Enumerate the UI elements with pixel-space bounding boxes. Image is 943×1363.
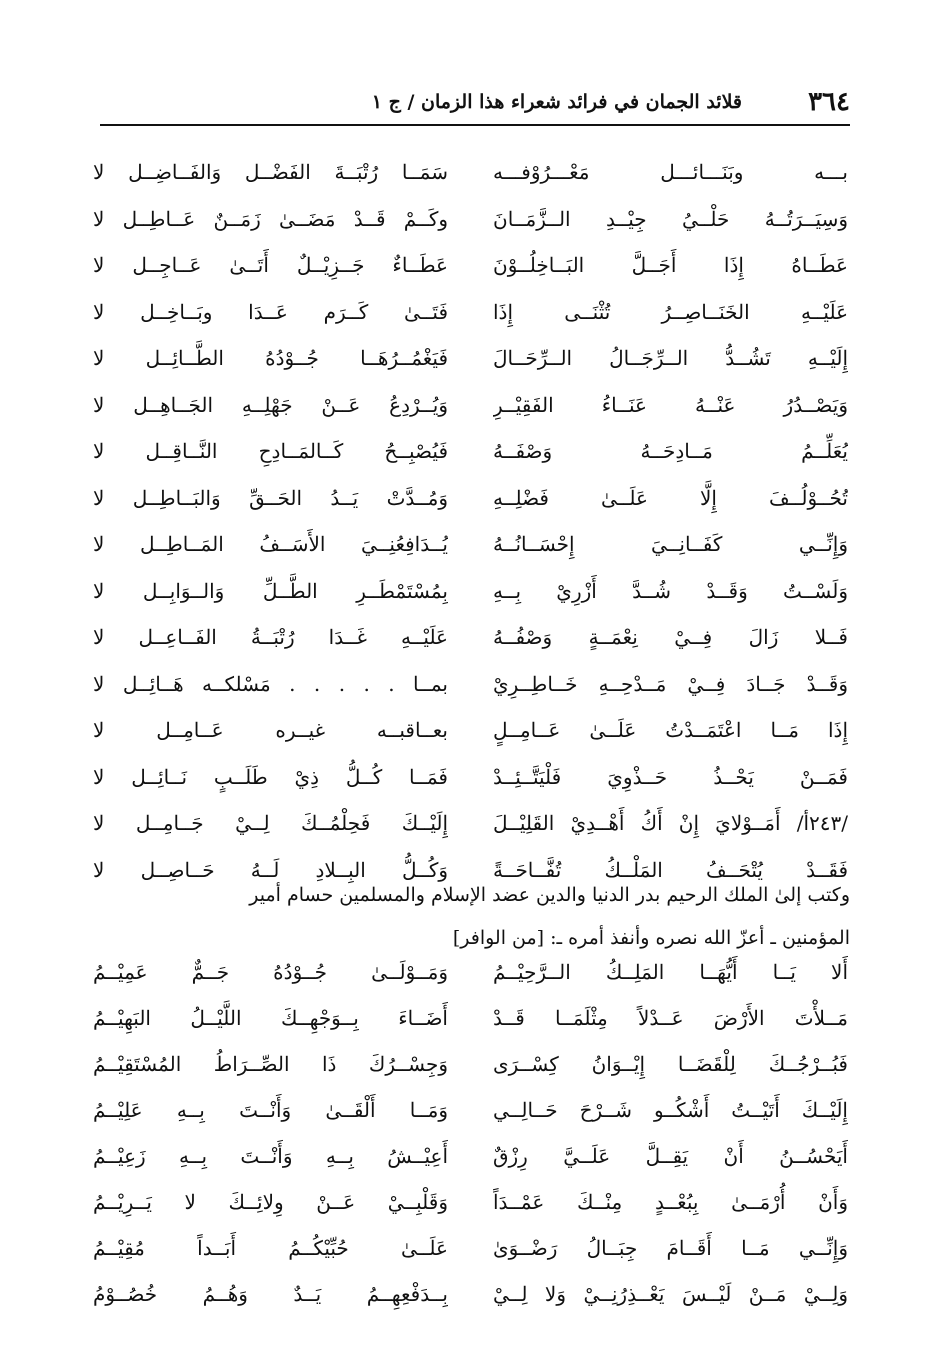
first-hemistich: مَــلأْتَ الأَرْضَ عَــدْلاً مِثْلَمَــا قَــدْ: [493, 1006, 848, 1030]
verse: [0, 524, 943, 571]
prose-line: المؤمنين ـ أعزّ الله نصره وأنفذ أمره ـ: [من الوافر]: [452, 927, 850, 949]
second-hemistich: بِمُسْتَمْطَــرِ الطَّــلِّ وَالــوَابِــل لا: [93, 578, 448, 603]
verse: [0, 617, 943, 664]
first-hemistich: وَيَصْــدُرُ عَنْــهُ عَنَــاءُ الفَقِيْــرِ: [493, 392, 848, 417]
second-hemistich: فَيُصْبِــحُ كَــالمَــادِحِ النَّــاقِــل لا: [93, 439, 448, 463]
first-hemistich: إِلَيْــهِ تَشُــدُّ الــرِّجَــالُ الــرِّحَــالَ: [493, 346, 848, 370]
verse: [0, 152, 943, 199]
verse: [0, 571, 943, 618]
second-hemistich: إِلَيْــكَ فَحِلْمُــكَ لِــيْ جَــامِــل لا: [93, 811, 448, 835]
second-hemistich: فَتَــىٰ كَــرَم عَــدَا وبَــاخِــل لا: [93, 299, 448, 324]
page-number: ٣٦٤: [808, 87, 850, 117]
first-hemistich: عَطَــاهُ إِذَا أَجَــلَّ البَــاخِلُــوْنَ: [493, 253, 848, 277]
prose-introduction: [95, 874, 850, 960]
first-hemistich: وَإِنِّــي كَفَــانِــيَ إِحْسَــانُــهُ: [493, 532, 848, 556]
second-hemistich: يُــدَافِعُنِــيَ الأَسَــفُ المَــاطِــل لا: [93, 532, 448, 556]
header-rule: [100, 124, 850, 126]
first-hemistich: فَمَــنْ يَحْــذُ حَــذْوِيَ فَلْيَتَّــئِــدْ: [493, 764, 848, 789]
first-hemistich: فَــلا زَالَ فِــيْ نِعْمَــةٍ وَصْفُــهُ: [493, 625, 848, 649]
running-title: قلائد الجمان في فرائد شعراء هذا الزمان / ج ١: [371, 91, 742, 113]
verse: [0, 1136, 943, 1182]
first-hemistich: وَإِنِّــي مَــا أَقَــامَ جِبَــالُ رَضْــوَىٰ: [493, 1236, 848, 1260]
first-hemistich: وَقَــدْ جَــادَ فِــيْ مَــدْحِــهِ خَــاطِــرِيْ: [493, 671, 848, 696]
first-hemistich: أَيَحْسُــنُ أَنْ يَقِــلَّ عَلَــيَّ رِزْقٌ: [493, 1144, 848, 1168]
second-hemistich: وَيُــرْدِعُ عَــنْ جَهْلِــهِ الجَــاهِــل لا: [93, 392, 448, 417]
verse: [0, 1228, 943, 1274]
verse: [0, 338, 943, 385]
second-hemistich: أَعِيْــشُ بِــهِ وَأَنْــتَ بِــهِ زَعِيْــمُ: [93, 1144, 448, 1168]
first-hemistich: تُحُــوْلُــفَ إِلَّا عَلَــىٰ فَضْلِــهِ: [493, 485, 848, 510]
verse: [0, 385, 943, 432]
first-hemistich: فَقَــدْ يُتْحَــفُ المَلْــكُ تُفَّــاحَــةً: [493, 857, 848, 882]
verse: [0, 1044, 943, 1090]
second-hemistich: عَلَــىٰ حُبِّيْكُــمُ أَبَــداً مُقِيْــمُ: [93, 1236, 448, 1260]
verse: [0, 431, 943, 478]
verse: [0, 292, 943, 339]
verse: [0, 199, 943, 246]
verse: [0, 803, 943, 850]
first-hemistich: إِلَيْــكَ أَتَيْــتُ أَشْكُــو شَــرْحَ حَــالِــي: [493, 1098, 848, 1122]
second-hemistich: وَمَــوْلَــىٰ جُــوْدُهُ جَــمٌّ عَمِيْــمُ: [93, 960, 448, 984]
first-hemistich: أَلا يَــا أَيُّهَــا المَلِــكُ الــرَّحِيْــمُ: [493, 960, 848, 984]
verse: [0, 245, 943, 292]
second-hemistich: بعــاقبــه غيــره عَــامِــل لا: [93, 718, 448, 742]
poem-wafir: [0, 952, 943, 1320]
first-hemistich: وَلِــيْ مَــنْ لَيْــسَ يَعْــذِرُنِــيْ وَلا لِــيْ: [493, 1282, 848, 1306]
poem-mutaqarib: [0, 152, 943, 896]
first-hemistich: وَأَنْ أُرْمَــىٰ بِبُعْــدٍ مِنْــكَ عَمْــدَاً: [493, 1190, 848, 1214]
second-hemistich: عَطَــاءٌ جَــزِيْــلٌ أَتَــىٰ عَــاجِــل لا: [93, 253, 448, 277]
first-hemistich: يُعَلِّــمُ مَــادِحَــهُ وَصْفَــهُ: [493, 439, 848, 463]
page-header: [100, 84, 850, 120]
verse: [0, 1090, 943, 1136]
second-hemistich: وَكُــلُّ البِــلادِ لَــهُ حَــاصِــل لا: [93, 857, 448, 882]
second-hemistich: فَيَغْمُــرُهَــا جُــوْدُهُ الطَّــائِــل لا: [93, 346, 448, 370]
verse: [0, 710, 943, 757]
first-hemistich: بـــه وبَنَـــائـــل مَعْـــرُوْفـــه: [493, 160, 848, 184]
first-hemistich: وَلَسْــتُ وَقَــدْ شُــدَّ أَزْرِيْ بِــهِ: [493, 578, 848, 603]
second-hemistich: عَلَيْــهِ غَــدَا رُتْبَــةُ الفَــاعِــل لا: [93, 625, 448, 649]
second-hemistich: سَمَــا رُتْبَــةَ الفَضْــل وَالفَــاضِــل لا: [93, 160, 448, 184]
second-hemistich: وَمَــا أَلْقَــىٰ وَأَنْــتَ بِــهِ عَلِيْــمُ: [93, 1098, 448, 1122]
first-hemistich: فَبُــرْجُــكَ لِلْقَضَــا إِيْــوَانُ كِسْــرَى: [493, 1052, 848, 1076]
prose-line: وكتب إلىٰ الملك الرحيم بدر الدنيا والدين عضد الإسلام والمسلمين حسام أمير: [249, 884, 850, 906]
verse: [0, 1274, 943, 1320]
second-hemistich: وَمُــدَّتْ يَــدُ الحَــقِّ وَالبَــاطِــل لا: [93, 485, 448, 510]
verse: [0, 757, 943, 804]
verse: [0, 478, 943, 525]
first-hemistich: عَلَيْــهِ الخَنَــاصِــرُ تُثْنَــى إِذَا: [493, 299, 848, 324]
first-hemistich: /٢٤٣أ/ أَمَــوْلايَ إِنْ أَكُ أَهْــدِيْ القَلِيْــلَ: [493, 811, 848, 835]
second-hemistich: وَقَلْبِــيْ عَــنْ وِلائِــكَ لا يَــرِيْــمُ: [93, 1190, 448, 1214]
second-hemistich: بمــا . . . . . مَسْلكــه هَــائِــل لا: [93, 671, 448, 696]
verse: [0, 664, 943, 711]
verse: [0, 952, 943, 998]
second-hemistich: وكَــمْ قَــدْ مَضَــىٰ زَمَــنٌ عَــاطِــل لا: [93, 206, 448, 231]
verse: [0, 998, 943, 1044]
second-hemistich: وَجِسْــرُكَ ذَا الصِّــرَاطُ المُسْتَقِيْــمُ: [93, 1052, 448, 1076]
second-hemistich: فَمَــا كُــلُّ ذِيْ طَلَــبٍ نَــائِــل لا: [93, 764, 448, 789]
second-hemistich: بِــدَفْعِهِــمُ يَــدٌ وَهُــمُ خُصُــوْمُ: [93, 1282, 448, 1306]
first-hemistich: وَسِيَــرَتُــهُ حَلْــيُ جِيْــدِ الــزَّمَــانَ: [493, 206, 848, 231]
verse: [0, 1182, 943, 1228]
second-hemistich: أَضَــاءَ بِــوَجْهِــكَ اللَّيْــلُ البَهِيْــمُ: [93, 1006, 448, 1030]
first-hemistich: إِذَا مَــا اعْتَمَــدْتُ عَلَــىٰ عَــامِــلٍ: [493, 718, 848, 742]
